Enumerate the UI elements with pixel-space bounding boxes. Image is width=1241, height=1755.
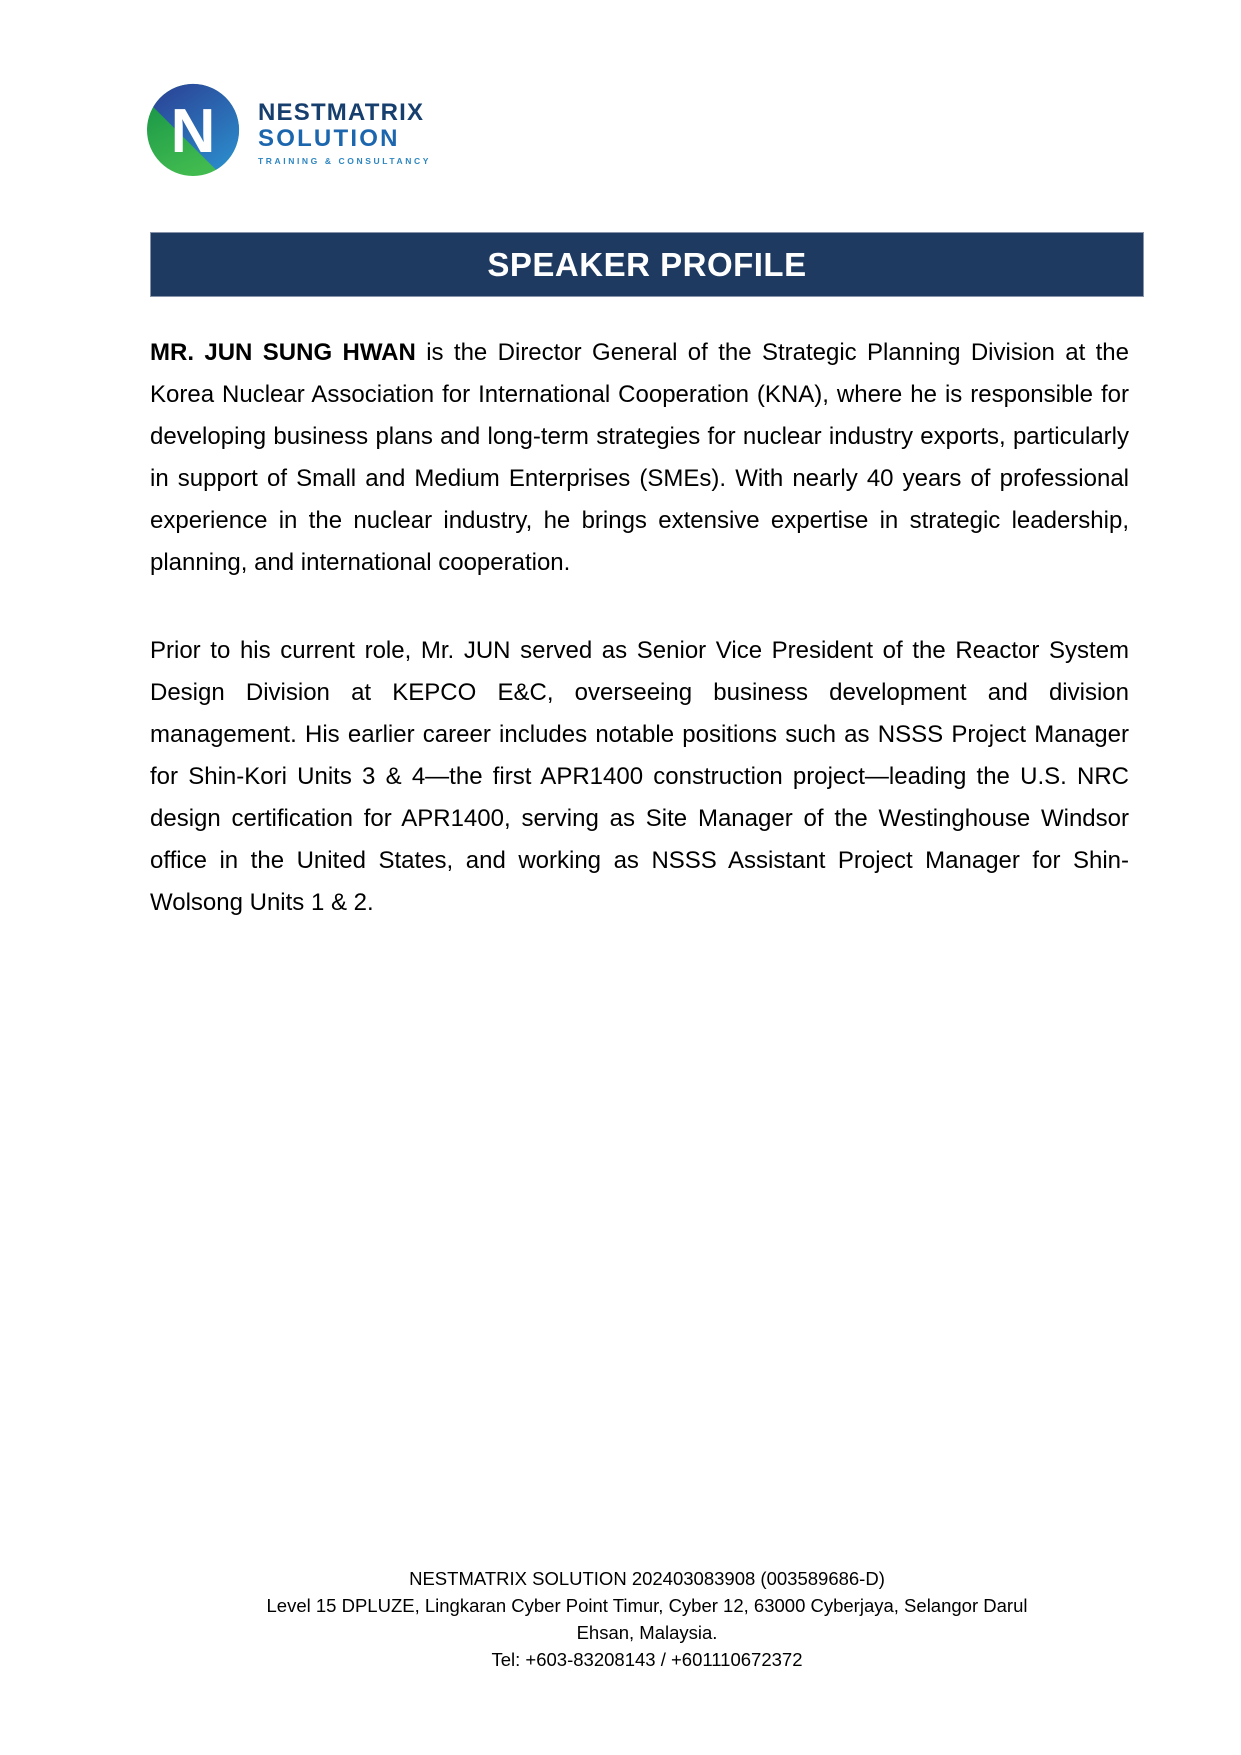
footer-telephone: Tel: +603-83208143 / +601110672372 xyxy=(491,1649,803,1670)
logo-tagline: TRAINING & CONSULTANCY xyxy=(258,156,432,166)
profile-body xyxy=(150,332,1129,924)
speaker-name: MR. JUN SUNG HWAN xyxy=(150,339,416,366)
company-logo xyxy=(143,80,431,180)
paragraph-1-text: is the Director General of the Strategic Planning Division at the Korea Nuclear Association for International Cooperation (KNA), where he is responsible for developing business plans and long-term strategies for nuclear industry exports, particularly in support of Small and Medium Enterprises (SMEs). With nearly 40 years of professional experience in the nuclear industry, he brings extensive expertise in strategic leadership, planning, and international cooperation. xyxy=(150,339,1129,576)
logo-company-name-line2: SOLUTION xyxy=(258,125,400,152)
banner-title: SPEAKER PROFILE xyxy=(487,245,807,283)
nestmatrix-n-logo-icon xyxy=(143,80,243,180)
profile-paragraph-1 xyxy=(150,332,1129,584)
page-footer xyxy=(150,1565,1144,1673)
profile-paragraph-2: Prior to his current role, Mr. JUN served as Senior Vice President of the Reactor System Design Division at KEPCO E&C, overseeing business development and division management. His earlier career includes notable positions such as NSSS Project Manager for Shin-Kori Units 3 & 4—the first APR1400 construction project—leading the U.S. NRC design certification for APR1400, serving as Site Manager of the Westinghouse Windsor office in the United States, and working as NSSS Assistant Project Manager for Shin-Wolsong Units 1 & 2. xyxy=(150,637,1129,916)
footer-company-registration: NESTMATRIX SOLUTION 202403083908 (003589686-D) xyxy=(409,1568,885,1589)
logo-text-block xyxy=(258,80,431,166)
footer-address-line2: Ehsan, Malaysia. xyxy=(576,1622,718,1643)
speaker-profile-banner xyxy=(150,232,1144,297)
logo-company-name-line1: NESTMATRIX xyxy=(258,99,425,126)
footer-address-line1: Level 15 DPLUZE, Lingkaran Cyber Point Timur, Cyber 12, 63000 Cyberjaya, Selangor Darul xyxy=(266,1595,1028,1616)
svg-text:N: N xyxy=(170,97,216,166)
